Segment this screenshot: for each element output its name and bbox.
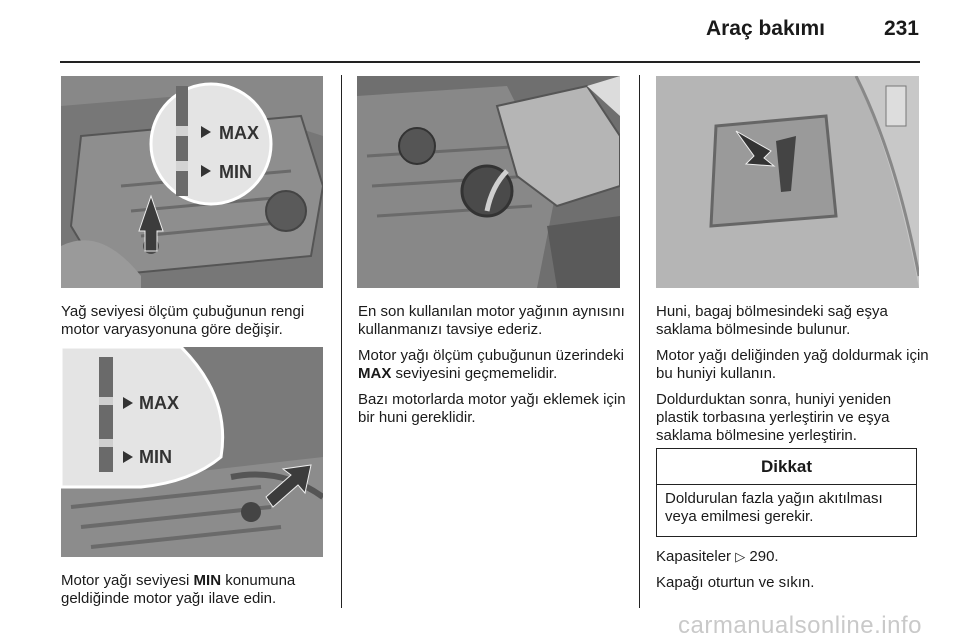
para-tighten-cap: Kapağı oturtun ve sıkın. [656,574,815,591]
dipstick-max-label: MAX [219,123,259,143]
caption-dipstick-color: Yağ seviyesi ölçüm çubuğunun rengi motor varyasyonuna göre değişir. [61,303,305,338]
dipstick-photo-bottom [61,347,323,557]
page-number: 231 [883,17,919,40]
para-return-funnel: Doldurduktan sonra, huniyi yeniden plastik torbasına yerleştirin ve eşya saklama bölmesine yerleştirin. [656,391,892,444]
para-use-funnel: Motor yağı deliğinden yağ doldurmak için bu huniyi kullanın. [656,347,929,382]
header-rule [60,61,920,63]
dipstick-min-label-2: MIN [139,447,172,467]
page-ref-icon: ▷ [735,549,746,564]
column2-text [358,303,633,435]
para-funnel-required: Bazı motorlarda motor yağı eklemek için bir huni gereklidir. [358,391,626,426]
column-divider-2 [639,75,640,608]
para-do-not-exceed-max: Motor yağı ölçüm çubuğunun üzerindeki MAX seviyesini geçmemelidir. [358,347,624,382]
dipstick-photo-top [61,76,323,288]
capacities-reference[interactable]: Kapasiteler ▷ 290. [656,548,779,565]
notice-body: Doldurulan fazla yağın akıtılması veya emilmesi gerekir. [665,490,883,525]
notice-box [656,448,917,537]
dipstick-max-label-2: MAX [139,393,179,413]
pouring-oil-photo [357,76,620,288]
column3-bottom-text [656,548,931,600]
funnel-storage-photo [656,76,919,288]
para-funnel-location: Huni, bagaj bölmesindeki sağ eşya saklama bölmesinde bulunur. [656,303,888,338]
running-header-title: Araç bakımı [705,17,825,40]
para-same-oil: En son kullanılan motor yağının aynısını kullanmanızı tavsiye ederiz. [358,303,625,338]
notice-title: Dikkat [657,449,916,485]
watermark: carmanualsonline.info [678,612,922,639]
dipstick-min-label: MIN [219,162,252,182]
caption-add-oil-at-min: Motor yağı seviyesi MIN konumuna geldiğinde motor yağı ilave edin. [61,572,296,607]
column-divider-1 [341,75,342,608]
column3-text [656,303,931,453]
